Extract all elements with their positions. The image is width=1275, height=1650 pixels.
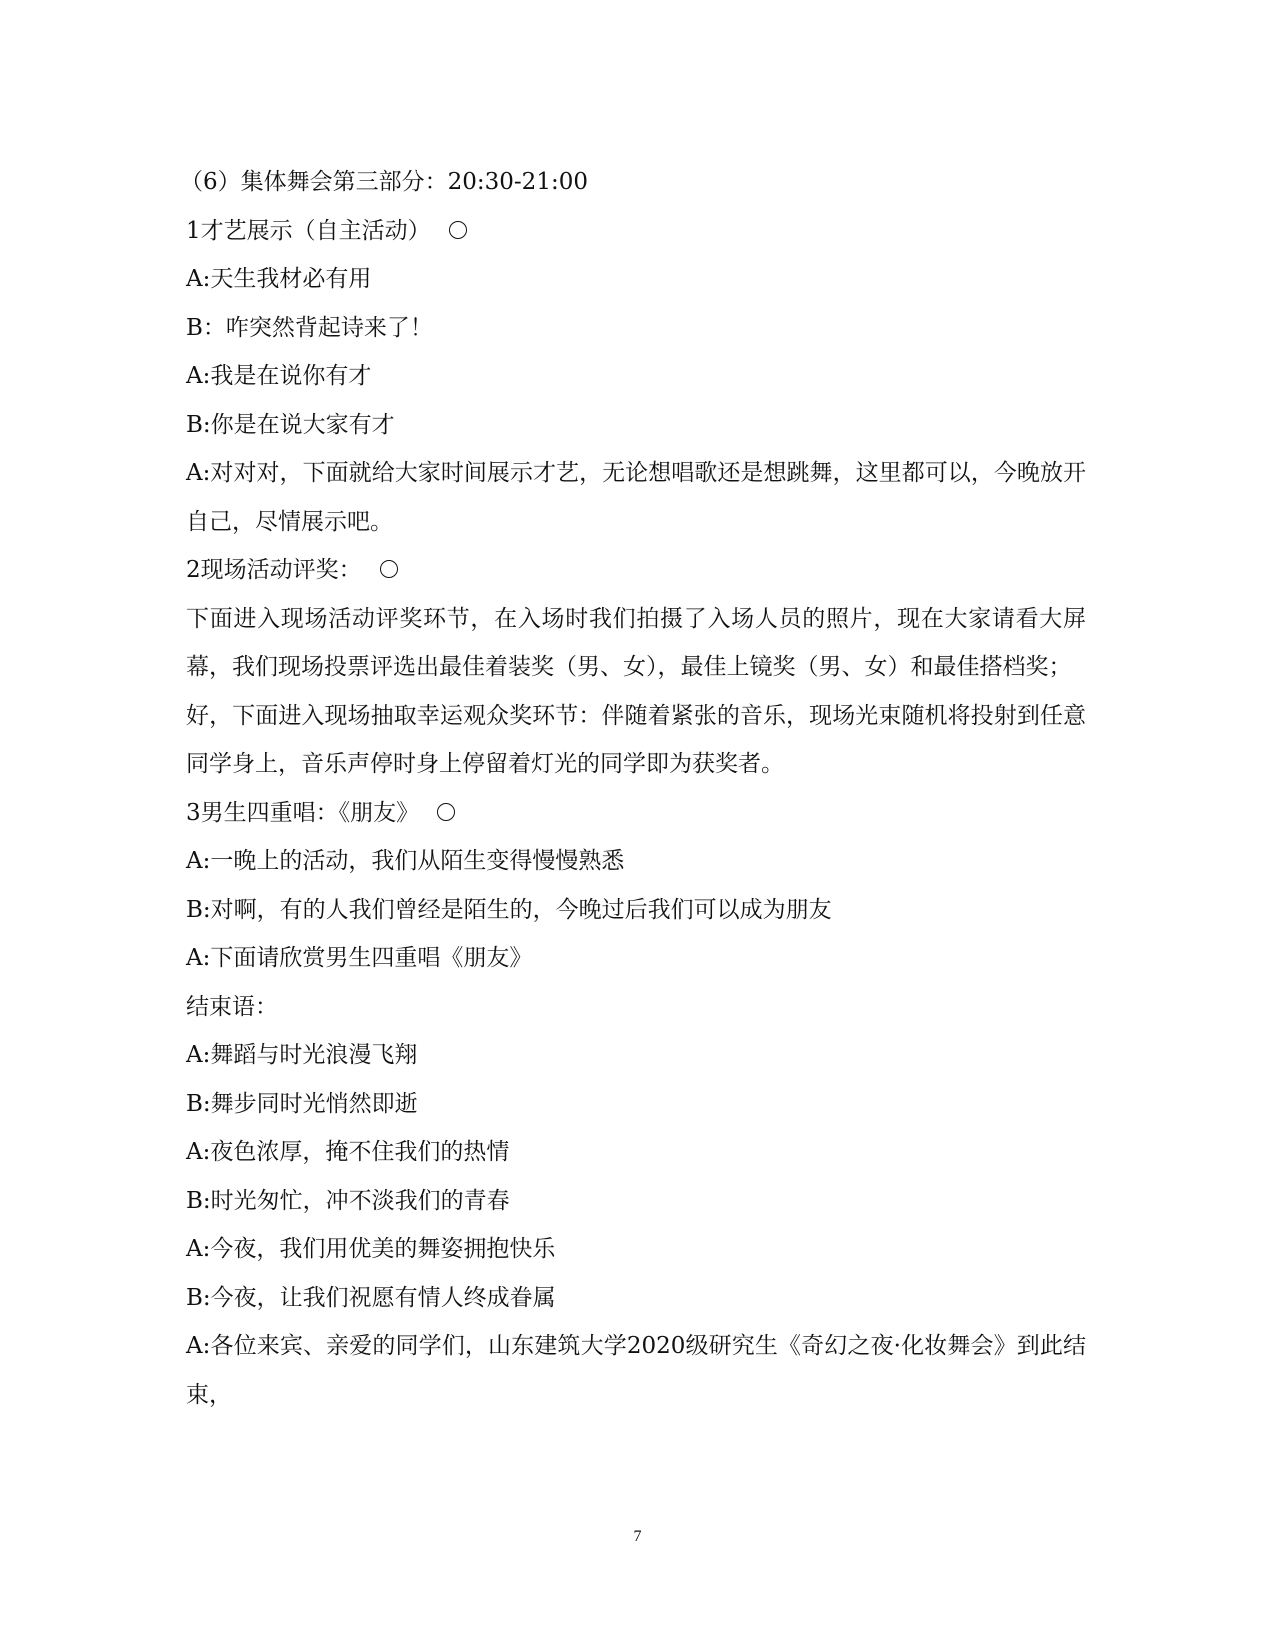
- page-number: 7: [633, 1528, 642, 1545]
- dialogue-line: A:一晚上的活动，我们从陌生变得慢慢熟悉: [186, 848, 625, 874]
- dialogue-line: B:今夜，让我们祝愿有情人终成眷属: [186, 1284, 556, 1311]
- dialogue-line: B:舞步同时光悄然即逝: [186, 1090, 418, 1117]
- item-heading-awards: 2现场活动评奖：: [186, 546, 1086, 595]
- circle-icon: [380, 560, 398, 578]
- item-heading-talent: 1才艺展示（自主活动）: [186, 207, 1086, 256]
- body-paragraph: 好，下面进入现场抽取幸运观众奖环节：伴随着紧张的音乐，现场光束随机将投射到任意同学身上，音乐声停时身上停留着灯光的同学即为获奖者。: [186, 702, 1086, 777]
- dialogue-line: A:舞蹈与时光浪漫飞翔: [186, 1042, 418, 1068]
- dialogue-paragraph: A:各位来宾、亲爱的同学们，山东建筑大学2020级研究生《奇幻之夜·化妆舞会》到此结束，: [186, 1333, 1086, 1408]
- dialogue-line: A:今夜，我们用优美的舞姿拥抱快乐: [186, 1236, 556, 1262]
- dialogue-line: A:夜色浓厚，掩不住我们的热情: [186, 1139, 510, 1165]
- body-paragraph: 下面进入现场活动评奖环节，在入场时我们拍摄了入场人员的照片，现在大家请看大屏幕，我们现场投票评选出最佳着装奖（男、女），最佳上镜奖（男、女）和最佳搭档奖；: [186, 605, 1086, 680]
- dialogue-line: A:天生我材必有用: [186, 266, 372, 292]
- dialogue-line: A:下面请欣赏男生四重唱《朋友》: [186, 945, 533, 971]
- dialogue-line: B:你是在说大家有才: [186, 411, 395, 438]
- closing-heading: 结束语：: [186, 993, 278, 1020]
- document-body: [180, 158, 1086, 1419]
- dialogue-line: B：咋突然背起诗来了！: [186, 314, 433, 341]
- dialogue-paragraph: A:对对对，下面就给大家时间展示才艺，无论想唱歌还是想跳舞，这里都可以，今晚放开自己，尽情展示吧。: [186, 460, 1086, 535]
- circle-icon: [437, 803, 455, 821]
- circle-icon: [449, 221, 467, 239]
- section-heading: （6）集体舞会第三部分：20:30-21:00: [180, 169, 588, 195]
- item-heading-quartet: 3男生四重唱：《朋友》: [186, 789, 1086, 838]
- dialogue-line: A:我是在说你有才: [186, 363, 372, 389]
- dialogue-line: B:时光匆忙，冲不淡我们的青春: [186, 1187, 510, 1214]
- dialogue-line: B:对啊，有的人我们曾经是陌生的，今晚过后我们可以成为朋友: [186, 896, 832, 923]
